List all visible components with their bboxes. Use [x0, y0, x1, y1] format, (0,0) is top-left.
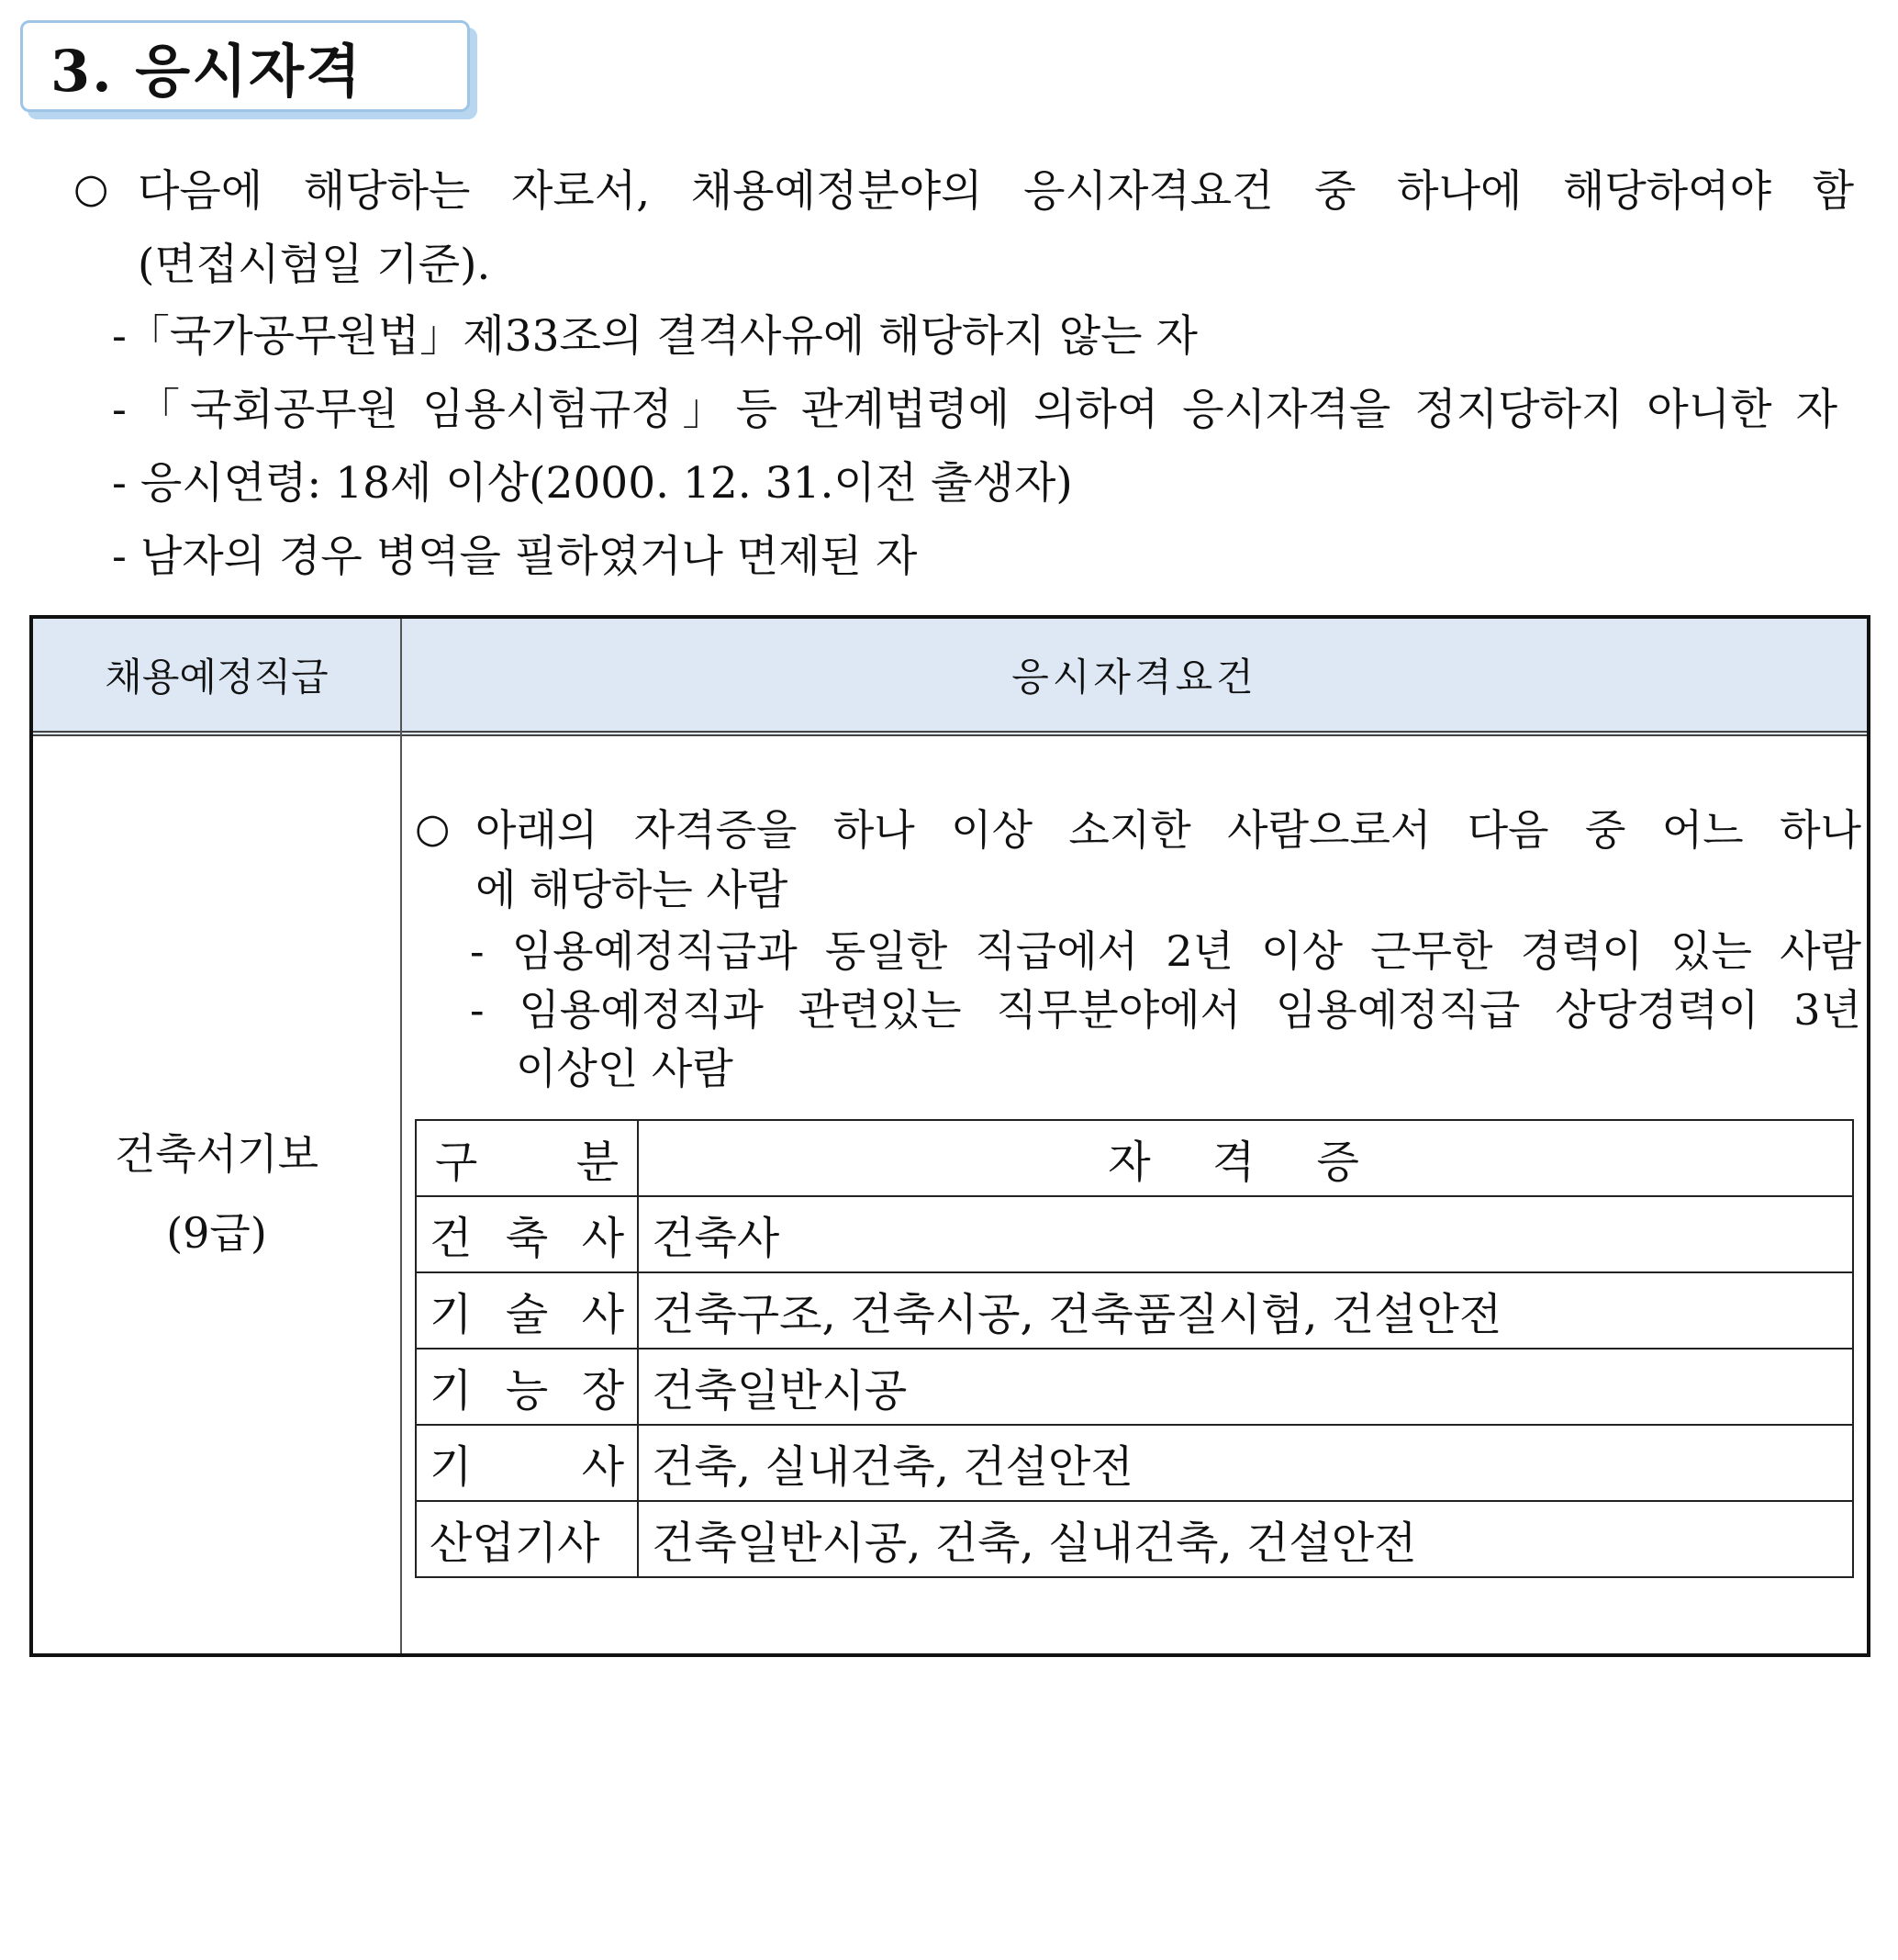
header-grade: 채용예정직급	[105, 655, 329, 700]
certificate-name-header: 자 격 증	[638, 1120, 1853, 1196]
certificate-category: 산업기사	[416, 1501, 638, 1577]
grade-level: (9급)	[166, 1208, 267, 1258]
header-requirements: 응시자격요건	[1011, 655, 1257, 700]
condition-3: - 응시연령: 18세 이상(2000. 12. 31.이전 출생자)	[112, 458, 1073, 509]
requirement-sub-2-line-2: 이상인 사람	[516, 1044, 733, 1093]
table-row	[416, 1425, 1853, 1501]
intro-bullet: ○	[73, 165, 109, 212]
intro-line-2: (면접시험일 기준).	[138, 240, 491, 290]
certificate-category-header: 구 분	[416, 1120, 638, 1196]
requirement-line-1: 아래의 자격증을 하나 이상 소지한 사람으로서 다음 중 어느 하나	[475, 805, 1861, 855]
certificate-list: 건축구조, 건축시공, 건축품질시험, 건설안전	[638, 1272, 1853, 1349]
requirement-bullet: ○	[415, 805, 451, 852]
certificate-category: 기 능 장	[416, 1349, 638, 1425]
intro-line-1: 다음에 해당하는 자로서, 채용예정분야의 응시자격요건 중 하나에 해당하여야 함	[138, 166, 1854, 217]
certificate-list: 건축사	[638, 1196, 1853, 1272]
condition-4: - 남자의 경우 병역을 필하였거나 면제된 자	[112, 532, 918, 582]
certificate-list: 건축, 실내건축, 건설안전	[638, 1425, 1853, 1501]
condition-2: -「국회공무원 임용시험규정」등 관계법령에 의하여 응시자격을 정지당하지 아니한 자	[112, 385, 1837, 435]
certificate-list: 건축일반시공	[638, 1349, 1853, 1425]
condition-1: -「국가공무원법」제33조의 결격사유에 해당하지 않는 자	[112, 311, 1198, 362]
certificate-category: 건 축 사	[416, 1196, 638, 1272]
column-divider	[400, 619, 402, 1653]
certificate-category: 기 사	[416, 1425, 638, 1501]
certificate-list: 건축일반시공, 건축, 실내건축, 건설안전	[638, 1501, 1853, 1577]
table-row	[416, 1196, 1853, 1272]
section-title-box	[20, 20, 470, 112]
requirement-line-2: 에 해당하는 사람	[475, 865, 788, 914]
requirement-sub-2-line-1: - 임용예정직과 관련있는 직무분야에서 임용예정직급 상당경력이 3년	[470, 985, 1861, 1035]
section-title: 3. 응시자격	[50, 37, 363, 105]
grade-name: 건축서기보	[114, 1129, 319, 1179]
table-row	[416, 1349, 1853, 1425]
table-row	[416, 1272, 1853, 1349]
certificate-category: 기 술 사	[416, 1272, 638, 1349]
table-row	[416, 1501, 1853, 1577]
certificate-table	[415, 1119, 1854, 1578]
requirement-sub-1: - 임용예정직급과 동일한 직급에서 2년 이상 근무한 경력이 있는 사람	[470, 926, 1861, 976]
certificate-header-row	[416, 1120, 1853, 1196]
